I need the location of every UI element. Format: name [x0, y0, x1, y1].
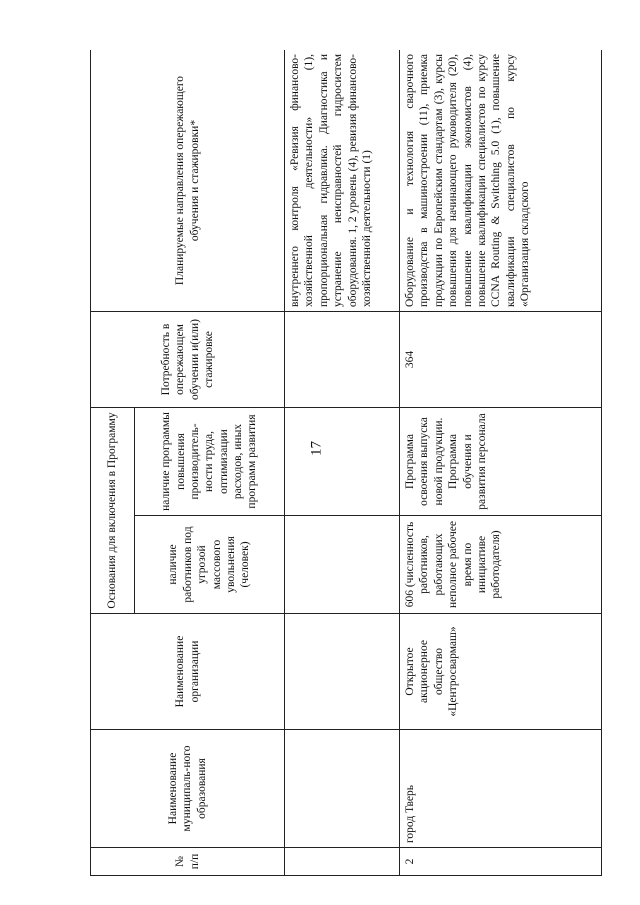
cell-num: 2	[400, 848, 602, 876]
cell-organization: Открытое акционерное общество «Центросвармаш»	[400, 614, 602, 730]
header-organization: Наименование организации	[91, 614, 285, 730]
program-table	[90, 50, 602, 876]
cell-need: 364	[400, 312, 602, 408]
page-number: 17	[308, 441, 325, 456]
cell-organization	[285, 614, 400, 730]
rotated-table-sheet	[90, 50, 602, 876]
cell-need	[285, 312, 400, 408]
cell-programs	[285, 408, 400, 516]
header-grounds: Основания для включения в Программу	[91, 408, 135, 614]
header-need: Потребность в опережающем обучении и(или) стажировке	[91, 312, 285, 408]
rotated-table-frame	[90, 50, 602, 876]
cell-num	[285, 848, 400, 876]
header-municipality: Наименование муниципаль-ного образования	[91, 730, 285, 848]
cell-directions: Оборудование и технология сварочного производства в машиностроении (11), приемка продукции по Европейским стандартам (3), курсы повышения для начинающего руководителя (20), повышение квалификации экономистов (4), повышение квалификации специалистов по курсу CCNA Routing & Switching 5.0 (1), повышение квалификации специалистов по курсу «Организация складского	[400, 50, 602, 312]
header-directions: Планируемые направления опережающего обучения и стажировки*	[91, 50, 285, 312]
header-grounds-programs: наличие программы повышения производитель-ности труда, оптимизации расходов, иных программ развития	[135, 408, 285, 516]
cell-threat: 606 (численность работников, работающих неполное рабочее время по инициативе работодателя)	[400, 516, 602, 614]
header-grounds-threat: наличие работников под угрозой массового увольнения (человек)	[135, 516, 285, 614]
cell-municipality	[285, 730, 400, 848]
table-row	[285, 50, 400, 876]
cell-programs: Программа освоения выпуска новой продукции. Программа обучения и развития персонала	[400, 408, 602, 516]
header-num: № п/п	[91, 848, 285, 876]
cell-directions: внутреннего контроля «Ревизия финансово-хозяйственной деятельности» (1), пропорциональная гидравлика. Диагностика и устранение неисправностей гидросистем оборудования. 1, 2 уровень (4), ревизия финансово-хозяйственной деятельности (1)	[285, 50, 400, 312]
table-row	[400, 50, 602, 876]
cell-municipality: город Тверь	[400, 730, 602, 848]
cell-threat	[285, 516, 400, 614]
